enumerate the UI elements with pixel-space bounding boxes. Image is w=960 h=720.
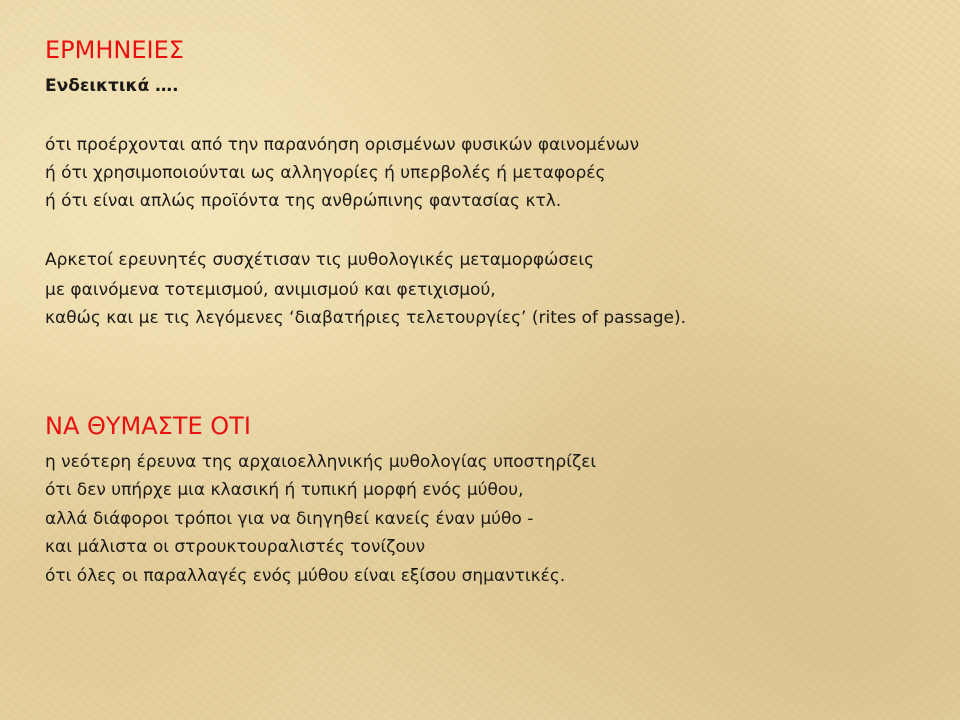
remember-line-1: η νεότερη έρευνα της αρχαιοελληνικής μυθολογίας υποστηρίζει [45, 452, 597, 472]
heading-interpretations: ΕΡΜΗΝΕΙΕΣ [45, 36, 184, 64]
heading-remember: ΝΑ ΘΥΜΑΣΤΕ ΟΤΙ [45, 412, 251, 440]
research-line-2: με φαινόμενα τοτεμισμού, ανιμισμού και φετιχισμού, [45, 280, 496, 300]
remember-line-3: αλλά διάφοροι τρόποι για να διηγηθεί κανείς έναν μύθο - [45, 509, 534, 529]
research-line-1: Αρκετοί ερευνητές συσχέτισαν τις μυθολογικές μεταμορφώσεις [45, 250, 595, 270]
remember-line-2: ότι δεν υπήρχε μια κλασική ή τυπική μορφή ενός μύθου, [45, 480, 524, 500]
subtitle-indicative: Ενδεικτικά …. [45, 76, 179, 96]
interpretation-line-3: ή ότι είναι απλώς προϊόντα της ανθρώπινης φαντασίας κτλ. [45, 191, 562, 211]
interpretation-line-1: ότι προέρχονται από την παρανόηση ορισμένων φυσικών φαινομένων [45, 135, 640, 155]
remember-line-5: ότι όλες οι παραλλαγές ενός μύθου είναι εξίσου σημαντικές. [45, 566, 566, 586]
research-line-3: καθώς και με τις λεγόμενες ‘διαβατήριες τελετουργίες’ (rites of passage). [45, 308, 686, 328]
remember-line-4: και μάλιστα οι στρουκτουραλιστές τονίζουν [45, 537, 426, 557]
interpretation-line-2: ή ότι χρησιμοποιούνται ως αλληγορίες ή υπερβολές ή μεταφορές [45, 163, 606, 183]
